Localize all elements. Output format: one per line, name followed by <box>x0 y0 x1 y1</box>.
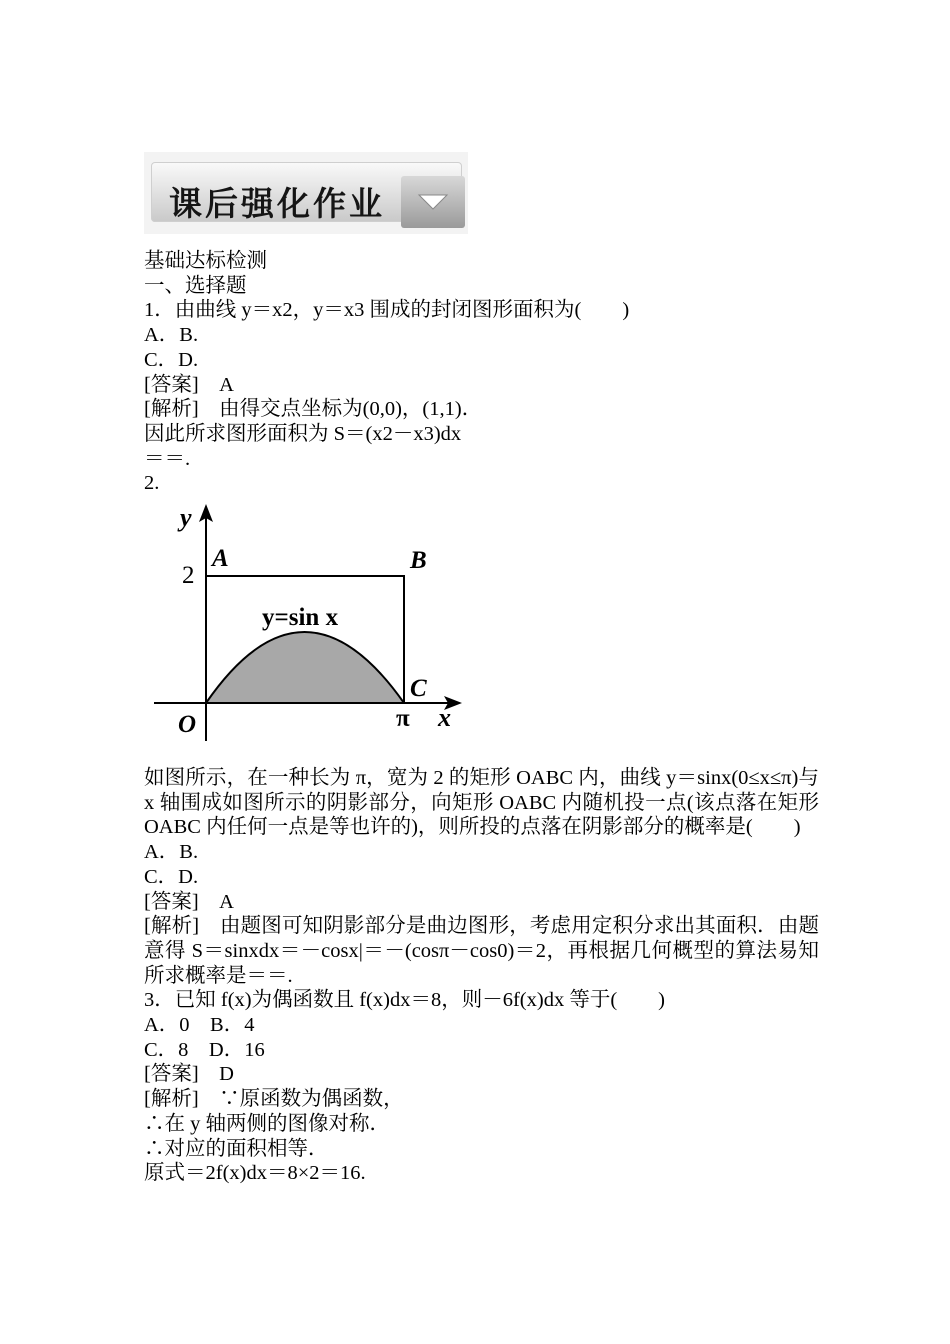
question-1-options-ab: A．B. <box>144 324 199 347</box>
section-title: 基础达标检测 <box>144 250 267 272</box>
question-2-figure <box>144 496 819 766</box>
homework-banner <box>144 152 468 234</box>
question-2-options-cd: C．D. <box>144 865 199 888</box>
question-2-options-ab: A．B. <box>144 841 199 864</box>
question-2-number: 2. <box>144 472 160 495</box>
x-tick-pi: π <box>396 705 410 733</box>
question-3-stem: 3．已知 f(x)为偶函数且 f(x)dx＝8，则－6f(x)dx 等于( ) <box>144 989 665 1012</box>
x-axis-label: x <box>438 703 451 733</box>
question-1-analysis-1: [解析] 由得交点坐标为(0,0)，(1,1)． <box>144 398 483 421</box>
question-3-analysis-3: ∴对应的面积相等． <box>144 1137 329 1160</box>
question-2-answer: [答案] A <box>144 890 234 913</box>
y-axis-label: y <box>180 503 192 533</box>
banner-title: 课后强化作业 <box>169 184 385 223</box>
sine-rectangle-diagram <box>148 498 478 764</box>
point-b-label: B <box>410 547 427 575</box>
section-subtitle: 一、选择题 <box>144 274 247 297</box>
question-3-analysis-4: 原式＝2f(x)dx＝8×2＝16. <box>144 1162 366 1185</box>
origin-label: O <box>178 711 197 739</box>
question-3-options-ab: A．0 B．4 <box>144 1014 255 1037</box>
point-c-label: C <box>410 675 427 703</box>
banner-bar <box>151 162 462 222</box>
question-1-stem: 1．由曲线 y＝x2，y＝x3 围成的封闭图形面积为( ) <box>144 299 630 322</box>
question-2-analysis: [解析] 由题图可知阴影部分是曲边图形，考虑用定积分求出其面积．由题意得 S＝sinxdx＝－cosx|＝－(cosπ－cos0)＝2，再根据几何概型的算法易知所求概率是＝＝. <box>144 915 819 987</box>
shaded-region <box>206 632 404 703</box>
question-1-options-cd: C．D. <box>144 348 199 371</box>
question-3-options-cd: C．8 D．16 <box>144 1038 265 1061</box>
y-tick-2: 2 <box>182 562 195 590</box>
question-2-stem: 如图所示，在一种长为 π，宽为 2 的矩形 OABC 内，曲线 y＝sinx(0≤x≤π)与 x 轴围成如图所示的阴影部分，向矩形 OABC 内随机投一点(该点落在矩形 OABC 内任何一点是等也许的)，则所投的点落在阴影部分的概率是( ) <box>144 767 819 839</box>
question-3-analysis-2: ∴在 y 轴两侧的图像对称． <box>144 1112 390 1135</box>
question-1-analysis-3: ＝＝. <box>144 447 191 470</box>
question-3-analysis-1: [解析] ∵原函数为偶函数， <box>144 1088 404 1111</box>
chevron-down-icon <box>401 176 465 228</box>
question-3-answer: [答案] D <box>144 1063 234 1086</box>
curve-label: y=sin x <box>262 604 339 632</box>
question-1-answer: [答案] A <box>144 373 234 396</box>
question-1-analysis-2: 因此所求图形面积为 S＝(x2－x3)dx <box>144 422 462 445</box>
point-a-label: A <box>212 545 229 573</box>
document-body <box>144 249 819 1186</box>
